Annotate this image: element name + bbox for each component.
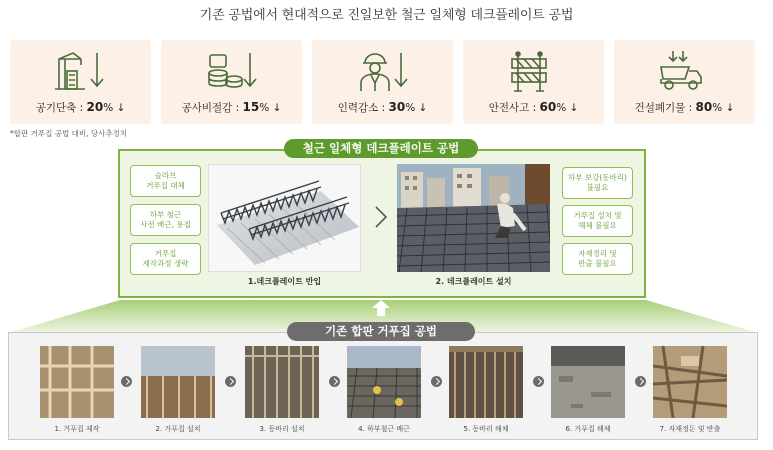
step-arrow-icon bbox=[533, 376, 544, 387]
step-photo-1 bbox=[40, 346, 114, 418]
step-arrow-icon bbox=[635, 376, 646, 387]
step-photo-7 bbox=[653, 346, 727, 418]
step-arrow-icon bbox=[329, 376, 340, 387]
old-method-title: 기존 합판 거푸집 공법 bbox=[287, 322, 475, 341]
step-arrow-icon bbox=[225, 376, 236, 387]
feature-no-shoring: 하부 보강(동바리) 불필요 bbox=[562, 167, 633, 199]
step-caption-2: 2. 거푸집 설치 bbox=[155, 425, 201, 433]
step-arrow-icon bbox=[121, 376, 132, 387]
step-caption-5: 5. 동바리 해체 bbox=[463, 425, 509, 433]
step-arrow-icon bbox=[431, 376, 442, 387]
step-caption-3: 3. 동바리 설치 bbox=[259, 425, 305, 433]
page-title: 기존 공법에서 현대적으로 진일보한 철근 일체형 데크플레이트 공법 bbox=[199, 8, 574, 23]
step-photo-3 bbox=[245, 346, 319, 418]
feature-no-form-install: 거푸집 설치 및 해체 불필요 bbox=[562, 205, 633, 237]
step1-caption: 1.데크플레이트 반입 bbox=[247, 277, 322, 286]
benefit-label: 인력감소 : 30% ↓ bbox=[337, 100, 428, 114]
benefit-label: 공사비절감 : 15% ↓ bbox=[181, 100, 282, 114]
feature-no-fabrication: 거푸집 제작과정 생략 bbox=[130, 243, 201, 275]
step-photo-4 bbox=[347, 346, 421, 418]
footnote: *합판 거푸집 공법 대비, 당사추정치 bbox=[10, 129, 128, 138]
benefit-label: 안전사고 : 60% ↓ bbox=[488, 100, 579, 114]
benefit-label: 공기단축 : 20% ↓ bbox=[35, 100, 126, 114]
up-arrow-icon bbox=[370, 298, 392, 318]
new-method-title: 철근 일체형 데크플레이트 공법 bbox=[284, 139, 478, 158]
feature-slab-formwork: 슬라브 거푸집 대체 bbox=[130, 165, 201, 197]
feature-no-cleanup: 자재정리 및 반출 불필요 bbox=[562, 243, 633, 275]
step-caption-6: 6. 거푸집 해체 bbox=[565, 425, 611, 433]
feature-prewelded-rebar: 하부 철근 사전 배근, 용접 bbox=[130, 204, 201, 236]
step-caption-7: 7. 자재정돈 및 반출 bbox=[659, 425, 721, 433]
step-caption-1: 1. 거푸집 제작 bbox=[54, 425, 100, 433]
step-photo-5 bbox=[449, 346, 523, 418]
step-caption-4: 4. 하부철근 배근 bbox=[358, 425, 410, 433]
benefit-label: 건설폐기물 : 80% ↓ bbox=[634, 100, 735, 114]
step-photo-6 bbox=[551, 346, 625, 418]
step2-caption: 2. 데크플레이트 설치 bbox=[435, 277, 512, 286]
step-photo-2 bbox=[141, 346, 215, 418]
